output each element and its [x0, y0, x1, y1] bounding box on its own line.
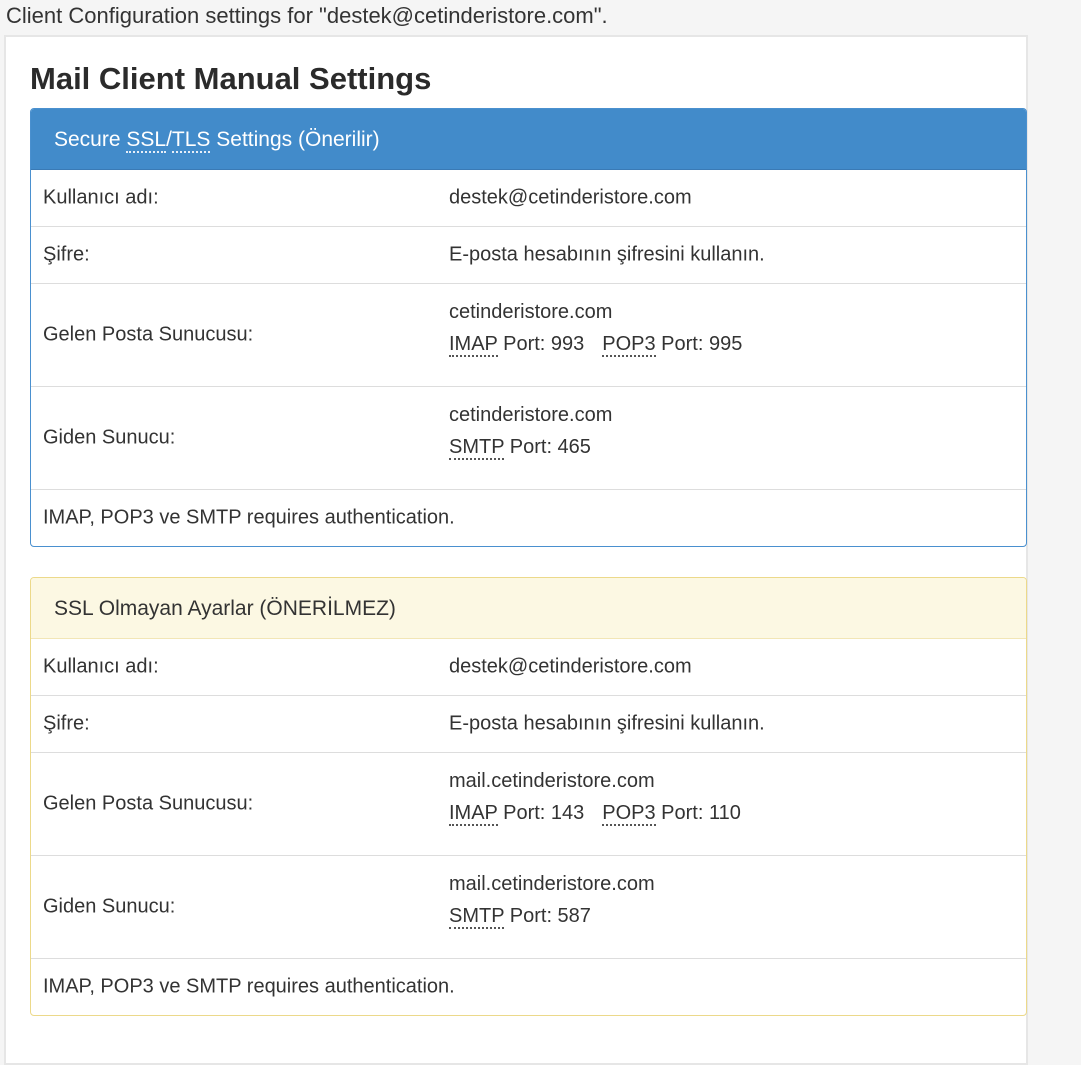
nonssl-outgoing-row	[31, 856, 1026, 959]
username-label: Kullanıcı adı:	[43, 186, 159, 209]
secure-auth-note-row	[31, 490, 1026, 546]
smtp-abbr: SMTP	[449, 905, 505, 927]
incoming-ports	[449, 802, 741, 825]
secure-password-row	[31, 227, 1026, 284]
secure-username-row	[31, 170, 1026, 227]
secure-settings-panel	[30, 108, 1027, 547]
ssl-abbr: SSL	[126, 128, 167, 151]
password-value: E-posta hesabının şifresini kullanın.	[449, 712, 765, 735]
incoming-server-host: cetinderistore.com	[449, 301, 613, 323]
outgoing-ports	[449, 905, 591, 928]
incoming-server-label: Gelen Posta Sunucusu:	[43, 792, 254, 815]
secure-title-slash: /	[166, 128, 172, 151]
incoming-server-host: mail.cetinderistore.com	[449, 770, 655, 792]
password-value: E-posta hesabının şifresini kullanın.	[449, 243, 765, 266]
secure-title-prefix: Secure	[54, 128, 127, 151]
tls-abbr: TLS	[171, 128, 211, 151]
outgoing-ports	[449, 436, 591, 459]
outgoing-server-label: Giden Sunucu:	[43, 895, 176, 918]
secure-title-suffix: Settings (Önerilir)	[210, 128, 380, 151]
smtp-port: Port: 587	[504, 905, 591, 927]
auth-note: IMAP, POP3 ve SMTP requires authentication.	[43, 975, 455, 998]
password-label: Şifre:	[43, 243, 90, 266]
pop3-port: Port: 110	[655, 802, 741, 824]
pop3-abbr: POP3	[602, 802, 656, 824]
nonssl-password-row	[31, 696, 1026, 753]
imap-port: Port: 993	[497, 333, 585, 355]
outgoing-server-host: mail.cetinderistore.com	[449, 873, 655, 895]
secure-outgoing-row	[31, 387, 1026, 490]
smtp-abbr: SMTP	[449, 436, 505, 458]
outgoing-server-host: cetinderistore.com	[449, 404, 613, 426]
secure-incoming-row	[31, 284, 1026, 387]
pop3-abbr: POP3	[602, 333, 656, 355]
incoming-server-label: Gelen Posta Sunucusu:	[43, 323, 254, 346]
page-title: Mail Client Manual Settings	[30, 61, 432, 96]
username-value: destek@cetinderistore.com	[449, 186, 692, 209]
imap-abbr: IMAP	[449, 333, 498, 355]
pop3-port: Port: 995	[655, 333, 743, 355]
username-value: destek@cetinderistore.com	[449, 655, 692, 678]
smtp-port: Port: 465	[504, 436, 591, 458]
auth-note: IMAP, POP3 ve SMTP requires authentication.	[43, 506, 455, 529]
main-panel	[4, 35, 1028, 1065]
nonssl-panel-heading: SSL Olmayan Ayarlar (ÖNERİLMEZ)	[31, 578, 1026, 639]
nonssl-auth-note-row	[31, 959, 1026, 1015]
password-label: Şifre:	[43, 712, 90, 735]
username-label: Kullanıcı adı:	[43, 655, 159, 678]
secure-panel-heading	[31, 109, 1026, 170]
nonssl-settings-panel	[30, 577, 1027, 1016]
outgoing-server-label: Giden Sunucu:	[43, 426, 176, 449]
page-caption: Client Configuration settings for "destek@cetinderistore.com".	[6, 3, 608, 28]
imap-abbr: IMAP	[449, 802, 498, 824]
nonssl-username-row	[31, 639, 1026, 696]
nonssl-incoming-row	[31, 753, 1026, 856]
imap-port: Port: 143	[497, 802, 585, 824]
incoming-ports	[449, 333, 742, 356]
